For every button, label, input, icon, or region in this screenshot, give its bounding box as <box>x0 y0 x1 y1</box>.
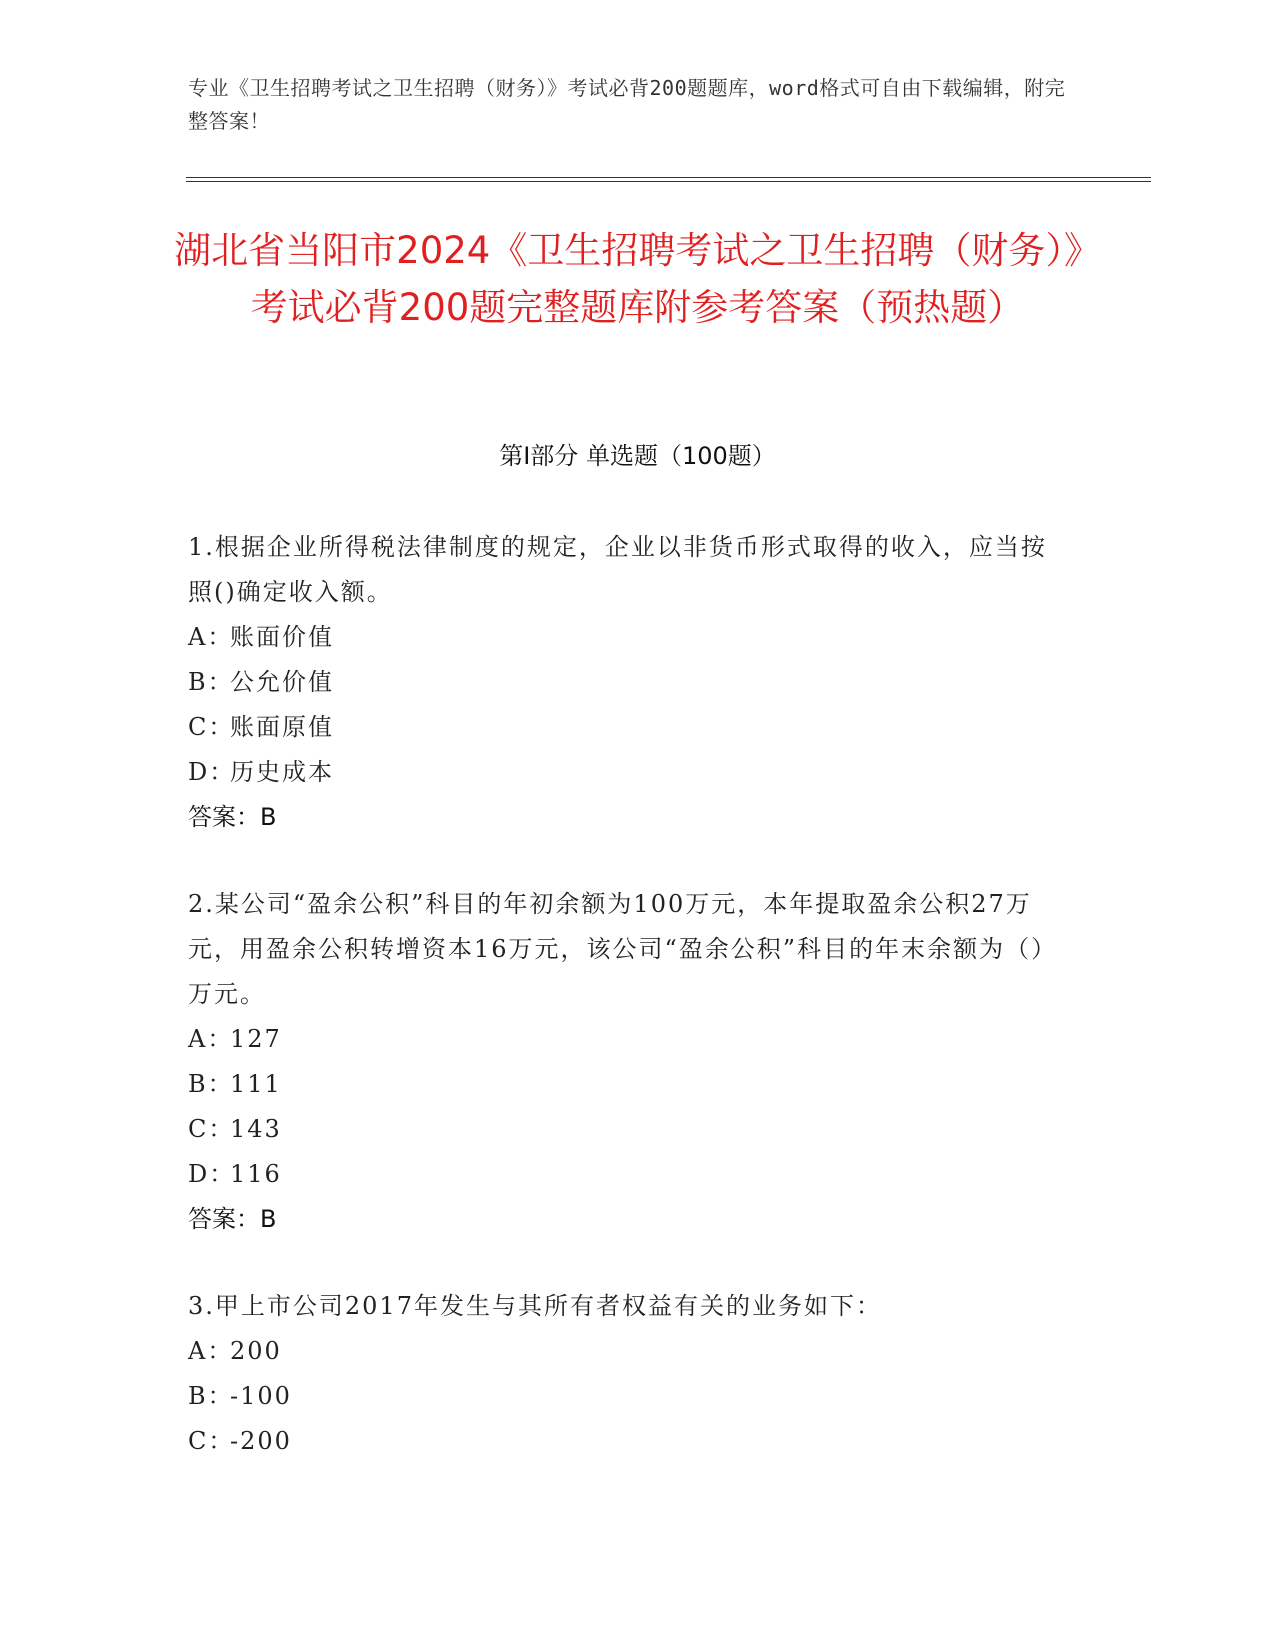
option-b <box>188 1374 1068 1419</box>
option-letter: D： <box>188 758 236 786</box>
option-letter: D： <box>188 1160 236 1188</box>
option-d <box>188 750 1068 795</box>
option-text: 127 <box>230 1025 282 1053</box>
option-a <box>188 615 1068 660</box>
option-text: 111 <box>230 1070 282 1098</box>
header-divider-top <box>186 177 1151 178</box>
option-letter: A： <box>188 1025 234 1053</box>
option-text: -100 <box>230 1382 292 1410</box>
answer-line: 答案：B <box>188 1205 277 1233</box>
option-text: 公允价值 <box>230 668 334 696</box>
option-text: 账面价值 <box>230 623 334 651</box>
header-note: 专业《卫生招聘考试之卫生招聘（财务）》考试必背200题题库，word格式可自由下载编辑，附完整答案！ <box>188 76 1066 133</box>
question-stem: 3.甲上市公司2017年发生与其所有者权益有关的业务如下： <box>188 1292 882 1320</box>
option-letter: A： <box>188 623 234 651</box>
option-text: 200 <box>230 1337 282 1365</box>
question-stem: 2.某公司“盈余公积”科目的年初余额为100万元，本年提取盈余公积27万元，用盈余公积转增资本16万元，该公司“盈余公积”科目的年末余额为（）万元。 <box>188 890 1058 1008</box>
header-divider-bottom <box>186 181 1151 182</box>
document-title: 湖北省当阳市2024《卫生招聘考试之卫生招聘（财务）》考试必背200题完整题库附参考答案（预热题） <box>174 229 1101 329</box>
option-d <box>188 1152 1068 1197</box>
option-a <box>188 1329 1068 1374</box>
answer-line: 答案：B <box>188 803 277 831</box>
option-b <box>188 660 1068 705</box>
option-letter: C： <box>188 1427 235 1455</box>
option-letter: B： <box>188 668 234 696</box>
option-letter: C： <box>188 1115 235 1143</box>
question-1 <box>188 525 1068 840</box>
option-c <box>188 705 1068 750</box>
option-text: -200 <box>230 1427 292 1455</box>
option-letter: C： <box>188 713 235 741</box>
question-3 <box>188 1284 1068 1464</box>
option-b <box>188 1062 1068 1107</box>
option-text: 账面原值 <box>230 713 334 741</box>
option-letter: A： <box>188 1337 234 1365</box>
option-text: 116 <box>230 1160 282 1188</box>
section-heading: 第Ⅰ部分 单选题（100题） <box>499 442 776 470</box>
option-text: 历史成本 <box>230 758 334 786</box>
option-a <box>188 1017 1068 1062</box>
question-list <box>188 525 1068 1506</box>
question-2 <box>188 882 1068 1242</box>
option-text: 143 <box>230 1115 282 1143</box>
option-letter: B： <box>188 1382 234 1410</box>
question-stem: 1.根据企业所得税法律制度的规定，企业以非货币形式取得的收入，应当按照()确定收入额。 <box>188 533 1047 606</box>
option-letter: B： <box>188 1070 234 1098</box>
option-c <box>188 1419 1068 1464</box>
option-c <box>188 1107 1068 1152</box>
